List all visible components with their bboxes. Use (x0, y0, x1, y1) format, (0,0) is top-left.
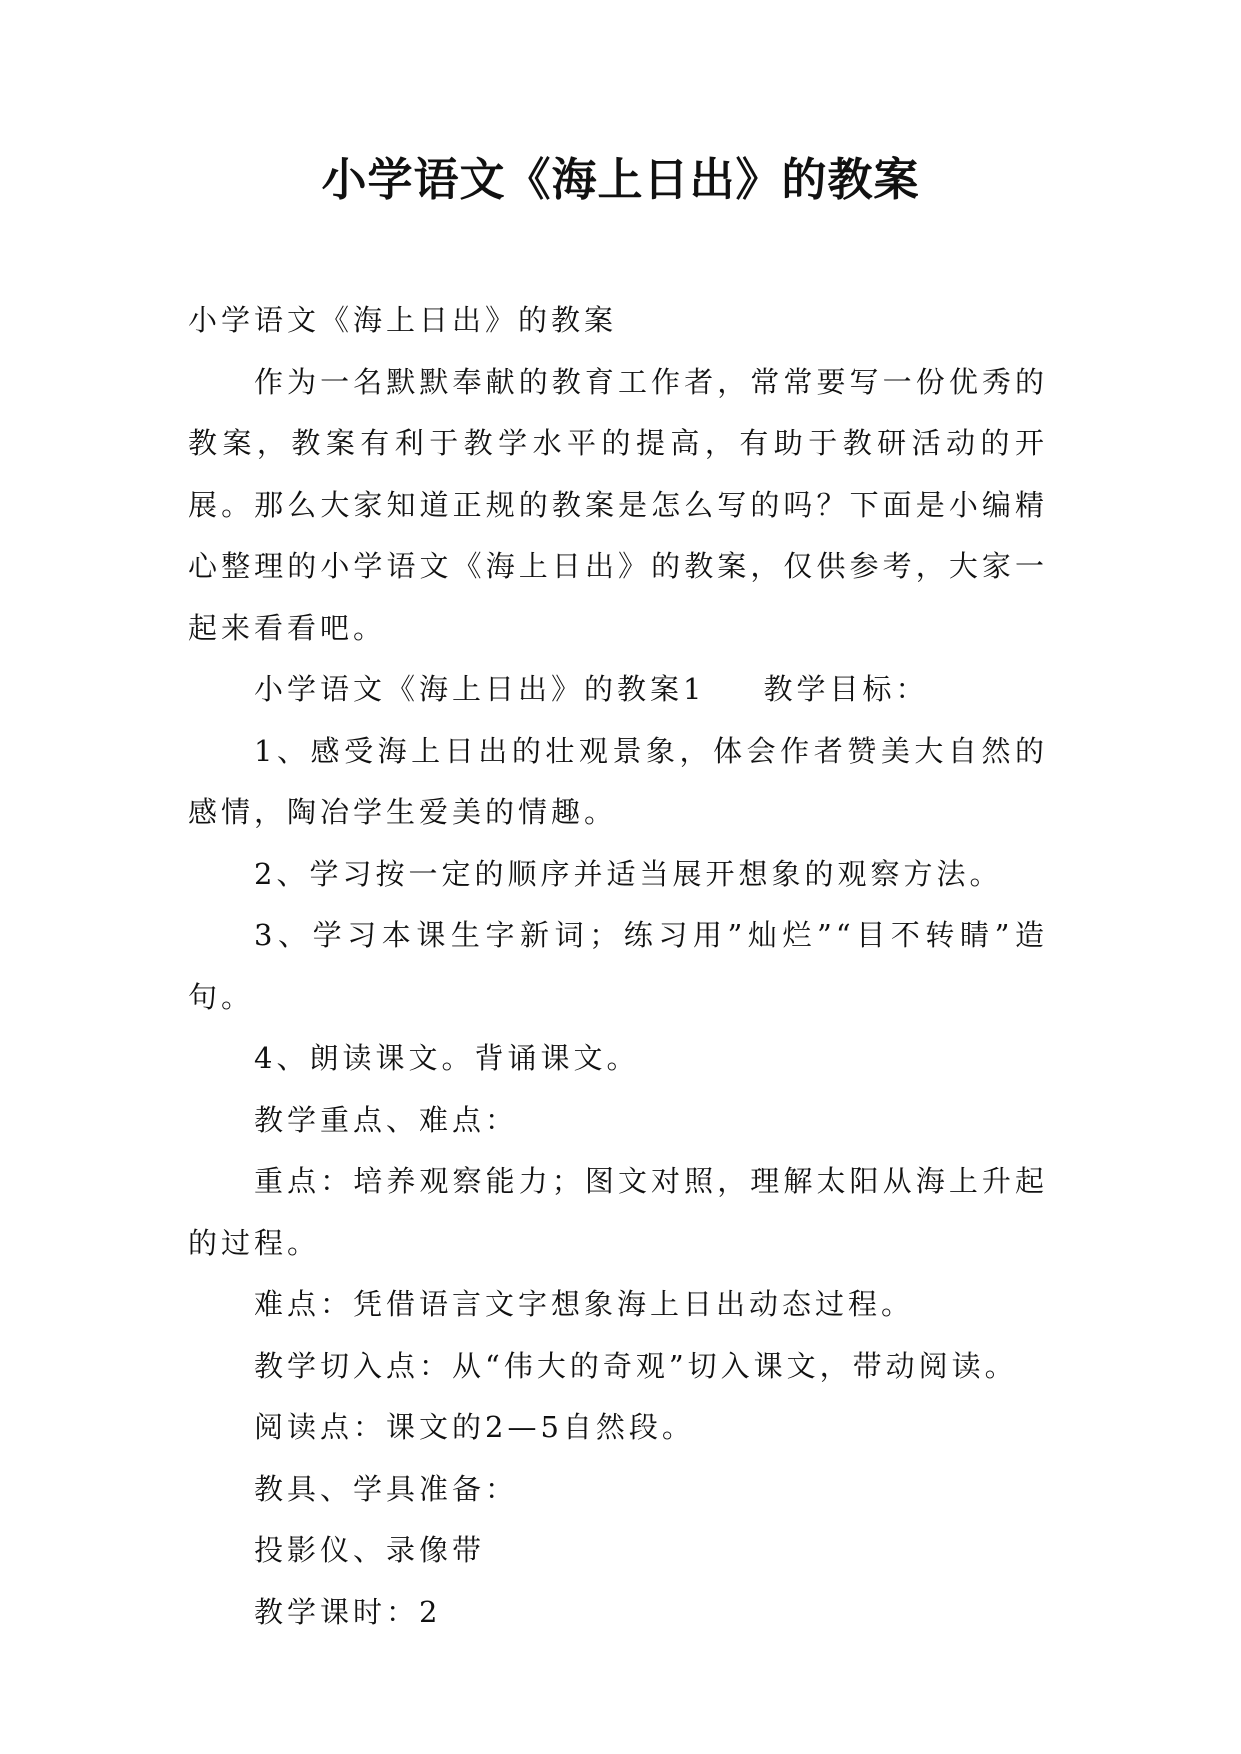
reading-point-paragraph: 阅读点：课文的2—5自然段。 (254, 1410, 695, 1444)
objectives-heading: 教学目标： (763, 672, 929, 706)
document-body (188, 290, 1048, 1643)
key-point-paragraph: 重点：培养观察能力；图文对照，理解太阳从海上升起的过程。 (188, 1164, 1048, 1260)
entry-point-paragraph: 教学切入点：从“伟大的奇观”切入课文，带动阅读。 (254, 1348, 1018, 1383)
objective-item-2: 2、学习按一定的顺序并适当展开想象的观察方法。 (254, 856, 1003, 891)
document-title: 小学语文《海上日出》的教案 (321, 153, 920, 206)
objective-item-4: 4、朗读课文。背诵课文。 (254, 1041, 640, 1075)
intro-paragraph: 作为一名默默奉献的教育工作者，常常要写一份优秀的教案，教案有利于教学水平的提高，有助于教研活动的开展。那么大家知道正规的教案是怎么写的吗？下面是小编精心整理的小学语文《海上日出》的教案，仅供参考，大家一起来看看吧。 (188, 364, 1048, 645)
materials-paragraph: 投影仪、录像带 (254, 1533, 486, 1567)
materials-heading: 教具、学具准备： (254, 1471, 519, 1506)
key-points-heading: 教学重点、难点： (254, 1102, 519, 1137)
objective-item-3: 3、学习本课生字新词；练习用”灿烂”“目不转睛”造句。 (188, 918, 1048, 1014)
subtitle-paragraph: 小学语文《海上日出》的教案 (188, 303, 618, 337)
lesson-heading: 小学语文《海上日出》的教案1 (254, 672, 706, 706)
difficulty-paragraph: 难点：凭借语言文字想象海上日出动态过程。 (254, 1287, 915, 1321)
lesson-heading-line (188, 659, 1048, 721)
objective-item-1: 1、感受海上日出的壮观景象，体会作者赞美大自然的感情，陶冶学生爱美的情趣。 (188, 733, 1048, 829)
lesson-hours-paragraph: 教学课时：2 (254, 1594, 442, 1629)
